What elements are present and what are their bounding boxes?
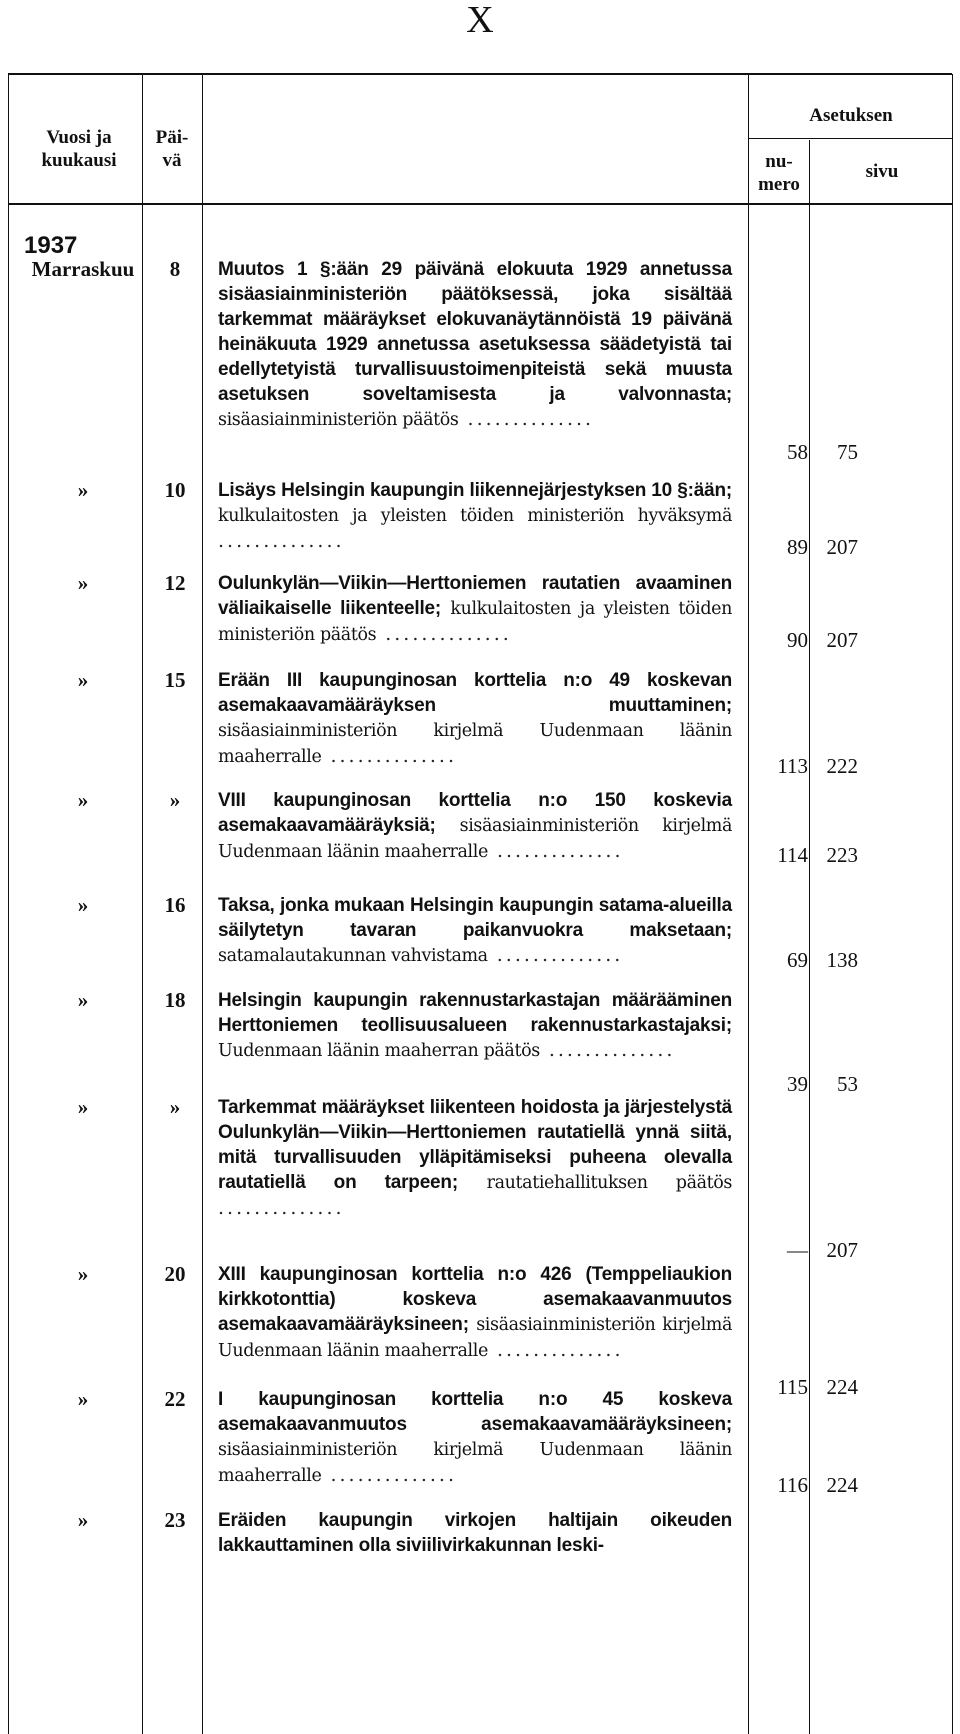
entry-page-number: 223	[826, 843, 858, 867]
leader-dots: ..............	[376, 623, 512, 645]
entry-month: »	[77, 893, 89, 917]
entry-day: »	[169, 1095, 181, 1119]
entry-decree-number: —	[787, 1238, 808, 1262]
entry-month: »	[77, 788, 89, 812]
entry-title-regular: kulkulaitosten ja yleisten töiden ministeriön hyväksymä	[218, 506, 732, 526]
entry-page-number: 224	[826, 1375, 858, 1399]
header-year-month: Vuosi ja kuukausi	[41, 127, 117, 171]
entry-title	[218, 788, 732, 865]
entry-month: »	[77, 668, 89, 692]
entry-decree-number: 58	[787, 440, 808, 464]
leader-dots: ..............	[487, 1339, 624, 1361]
entry-title	[218, 571, 732, 648]
header-decree: Asetuksen	[809, 105, 893, 126]
leader-dots: ..............	[539, 1039, 676, 1061]
entry-title-bold: Erään III kaupunginosan korttelia n:o 49 koskevan asemakaavamääräyksen muuttaminen;	[218, 670, 732, 716]
entry-page-number: 207	[826, 1238, 858, 1262]
entry-page-number: 224	[826, 1473, 858, 1497]
entry-title-bold: I kaupunginosan korttelia n:o 45 koskeva asemakaavanmuutos asemakaavamääräyksineen;	[218, 1389, 732, 1435]
entry-title-bold: Tarkemmat määräykset liikenteen hoidosta ja järjestelystä Oulunkylän—Viikin—Herttoniemen rautatiellä ynnä siitä, mitä turvallisuuden ylläpitämiseksi puheena olevalla rautatiellä on tarpeen;	[218, 1097, 732, 1193]
column-rule	[952, 74, 953, 1734]
entry-day: 15	[164, 668, 186, 692]
leader-dots: ..............	[321, 745, 457, 767]
entry-title-regular: sisäasiainministeriön päätös	[218, 410, 459, 430]
entry-page-number: 207	[826, 628, 858, 652]
leader-dots: ..............	[487, 840, 624, 862]
entry-day: 23	[164, 1508, 186, 1532]
entry-decree-number: 69	[787, 948, 808, 972]
entry-title	[218, 1508, 732, 1558]
entry-title-regular: satamalautakunnan vahvistama	[218, 946, 488, 966]
year-label: 1937	[24, 232, 78, 259]
leader-dots: ..............	[487, 944, 624, 966]
entry-title	[218, 478, 732, 554]
leader-dots: ..............	[458, 408, 595, 430]
entry-decree-number: 115	[777, 1375, 808, 1399]
entry-decree-number: 114	[777, 843, 808, 867]
column-rule	[202, 74, 203, 1734]
leader-dots: ..............	[218, 530, 345, 552]
entry-day: 22	[164, 1387, 186, 1411]
entry-day: »	[169, 788, 181, 812]
page-number: X	[466, 0, 494, 41]
entry-title-regular: sisäasiainministeriön kirjelmä Uudenmaan läänin maaherralle	[218, 816, 732, 862]
entry-title	[218, 893, 732, 969]
entry-title-regular: Uudenmaan läänin maaherran päätös	[218, 1041, 540, 1061]
entry-title	[218, 257, 732, 433]
entry-day: 8	[169, 257, 181, 281]
leader-dots: ..............	[321, 1464, 457, 1486]
entry-title-bold: Muutos 1 §:ään 29 päivänä elokuuta 1929 annetussa sisäasiainministeriön päätöksessä, joka sisältää tarkemmat määräykset elokuvanäytännöistä 19 päivänä heinäkuuta 1929 annetussa asetuksessa säädetyistä tai edellytetyistä turvallisuustoimenpiteistä sekä muusta asetuksen soveltamisesta ja valvonnasta;	[218, 259, 732, 405]
header-day: Päi- vä	[155, 127, 189, 171]
entry-page-number: 207	[826, 535, 858, 559]
entry-title	[218, 988, 732, 1064]
entry-title-bold: Helsingin kaupungin rakennustarkastajan määrääminen Herttoniemen teollisuusalueen rakennustarkastajaksi;	[218, 990, 732, 1036]
entry-page-number: 138	[826, 948, 858, 972]
header-number: nu- mero	[758, 151, 800, 195]
entry-title-regular: sisäasiainministeriön kirjelmä Uudenmaan läänin maaherralle	[218, 721, 732, 767]
header-page: sivu	[865, 161, 899, 182]
entry-title	[218, 1387, 732, 1489]
entry-day: 20	[164, 1262, 186, 1286]
top-rule	[8, 73, 952, 75]
entry-title-bold: Eräiden kaupungin virkojen haltijain oikeuden lakkauttaminen olla siviilivirkakunnan leski-	[218, 1510, 732, 1556]
entry-title	[218, 1262, 732, 1364]
entry-day: 18	[164, 988, 186, 1012]
entry-decree-number: 90	[787, 628, 808, 652]
entry-month: Marraskuu	[31, 257, 135, 281]
entry-title	[218, 668, 732, 770]
entry-title-bold: Lisäys Helsingin kaupungin liikennejärjestyksen 10 §:ään;	[218, 480, 732, 501]
entry-title-regular: sisäasiainministeriön kirjelmä Uudenmaan läänin maaherralle	[218, 1315, 732, 1361]
header-rule	[8, 203, 952, 205]
entry-page-number: 222	[826, 754, 858, 778]
entry-decree-number: 116	[777, 1473, 808, 1497]
entry-title-regular: sisäasiainministeriön kirjelmä Uudenmaan läänin maaherralle	[218, 1440, 732, 1486]
entry-month: »	[77, 571, 89, 595]
entry-month: »	[77, 478, 89, 502]
entry-month: »	[77, 1262, 89, 1286]
entry-month: »	[77, 1508, 89, 1532]
entry-decree-number: 89	[787, 535, 808, 559]
entry-title-regular: kulkulaitosten ja yleisten töiden ministeriön päätös	[218, 599, 732, 645]
entry-month: »	[77, 1095, 89, 1119]
leader-dots: ..............	[218, 1197, 345, 1219]
header-subrule	[749, 138, 952, 139]
entry-day: 10	[164, 478, 186, 502]
entry-month: »	[77, 1387, 89, 1411]
entry-page-number: 75	[837, 440, 858, 464]
entry-title-bold: XIII kaupunginosan korttelia n:o 426 (Temppeliaukion kirkkotonttia) koskeva asemakaavanmuutos asemakaavamääräyksineen;	[218, 1264, 732, 1335]
entry-day: 12	[164, 571, 186, 595]
entry-month: »	[77, 988, 89, 1012]
entry-day: 16	[164, 893, 186, 917]
entry-decree-number: 113	[777, 754, 808, 778]
entry-title-bold: Oulunkylän—Viikin—Herttoniemen rautatien avaaminen väliaikaiselle liikenteelle;	[218, 573, 732, 619]
entry-decree-number: 39	[787, 1072, 808, 1096]
entry-title	[218, 1095, 732, 1221]
entry-title-bold: VIII kaupunginosan korttelia n:o 150 koskevia asemakaavamääräyksiä;	[218, 790, 732, 836]
column-rule	[748, 74, 749, 1734]
entry-page-number: 53	[837, 1072, 858, 1096]
column-rule	[8, 74, 9, 1734]
entry-title-regular: rautatiehallituksen päätös	[486, 1173, 733, 1193]
entry-title-bold: Taksa, jonka mukaan Helsingin kaupungin satama-alueilla säilytetyn tavaran paikanvuokra maksetaan;	[218, 895, 732, 941]
